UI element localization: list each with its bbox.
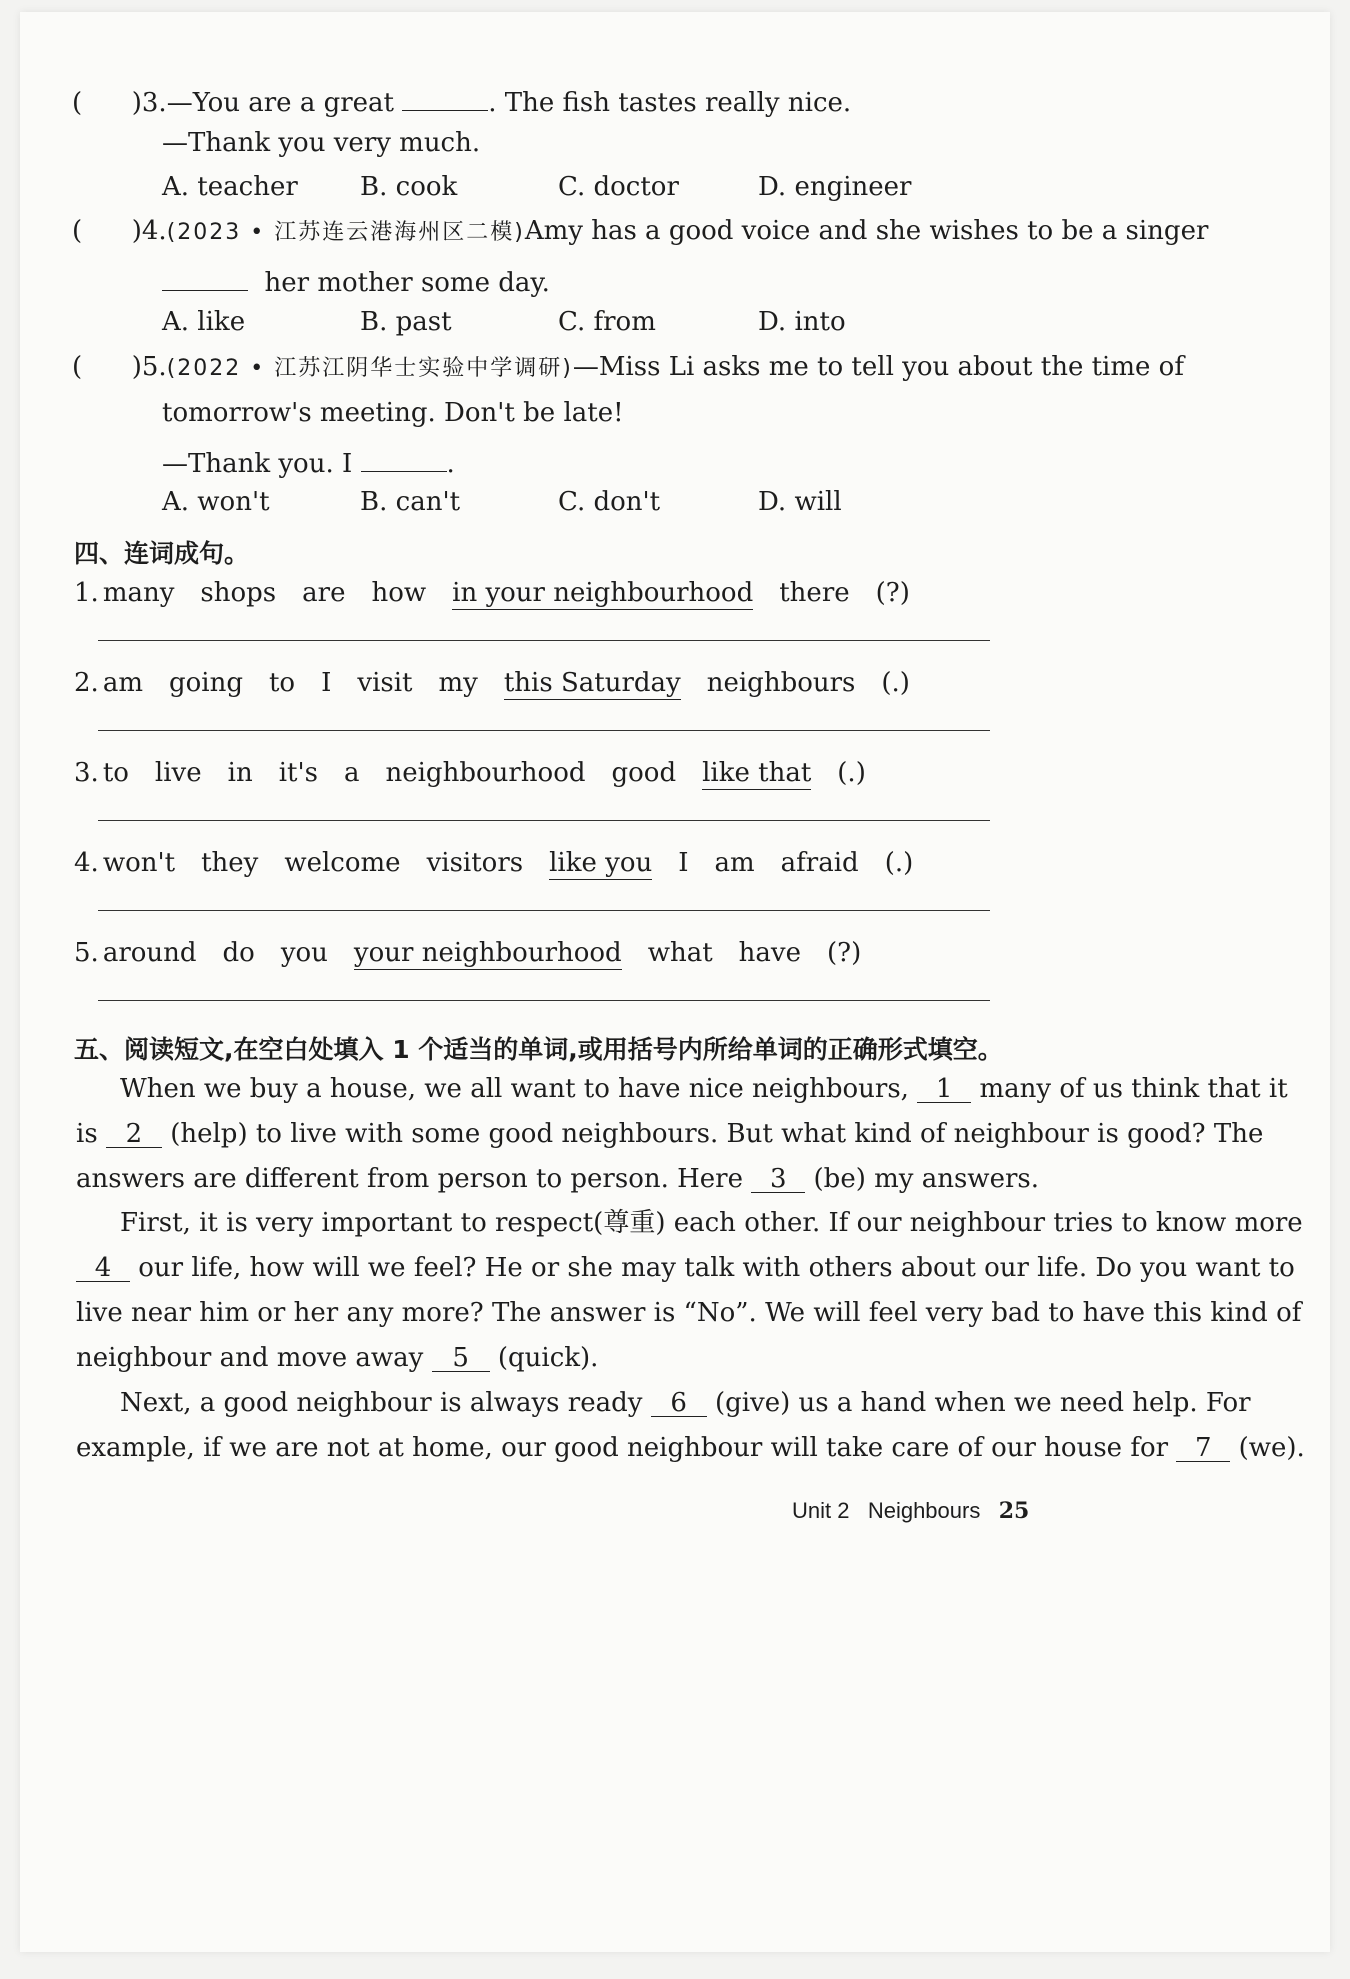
question-number: )3. (131, 88, 167, 118)
unit-label: Unit 2 (792, 1498, 850, 1523)
blank-7[interactable]: 7 (1176, 1435, 1230, 1462)
sentence-item (74, 760, 892, 786)
blank-2[interactable]: 2 (106, 1121, 162, 1148)
question-number: )4. (131, 216, 167, 246)
option-b[interactable]: B. cook (360, 172, 458, 202)
question-text: —Miss Li asks me to tell you about the time of (572, 352, 1184, 382)
option-b[interactable]: B. can't (360, 487, 461, 517)
fill-blank[interactable] (361, 445, 447, 472)
word-chip: my (438, 668, 478, 698)
answer-paren[interactable]: ( (72, 352, 132, 382)
question-text: tomorrow's meeting. Don't be late! (162, 398, 624, 428)
blank-3[interactable]: 3 (751, 1166, 805, 1193)
question-source: (2022 • 江苏江阴华士实验中学调研) (166, 356, 573, 381)
word-chip: (?) (827, 938, 862, 968)
item-number: 4. (74, 848, 99, 878)
answer-line[interactable] (98, 820, 990, 821)
question-4-line2 (162, 264, 550, 296)
word-chip: I (678, 848, 689, 878)
word-chip: what (647, 938, 713, 968)
passage-text: example, if we are not at home, our good neighbour will take care of our house for (76, 1433, 1169, 1463)
word-chip: am (102, 668, 143, 698)
passage-text: When we buy a house, we all want to have nice neighbours, (120, 1074, 909, 1104)
section-5-heading: 五、阅读短文,在空白处填入 1 个适当的单词,或用括号内所给单词的正确形式填空。 (74, 1035, 1003, 1064)
underlined-phrase: like that (702, 758, 812, 788)
passage-p1-line3 (76, 1166, 1039, 1193)
passage-text: (give) us a hand when we need help. For (714, 1388, 1251, 1418)
fill-blank[interactable] (162, 264, 248, 291)
option-a[interactable]: A. teacher (162, 172, 298, 202)
word-chip: are (302, 578, 346, 608)
underlined-phrase: your neighbourhood (353, 938, 622, 968)
blank-6[interactable]: 6 (651, 1390, 707, 1417)
question-text: Amy has a good voice and she wishes to be a singer (524, 216, 1209, 246)
option-b[interactable]: B. past (360, 307, 452, 337)
underlined-phrase: like you (549, 848, 653, 878)
word-chip: neighbours (706, 668, 856, 698)
workbook-page (20, 12, 1330, 1952)
option-a[interactable]: A. like (162, 307, 246, 337)
passage-text: (quick). (497, 1343, 599, 1373)
word-chip: how (371, 578, 427, 608)
word-chip: shops (200, 578, 277, 608)
word-chip: afraid (780, 848, 859, 878)
word-chip: won't (102, 848, 176, 878)
answer-paren[interactable]: ( (72, 88, 132, 118)
passage-p2-line2 (76, 1255, 1295, 1282)
item-number: 2. (74, 668, 99, 698)
question-text: —Thank you. I (162, 449, 353, 479)
passage-text: answers are different from person to person. Here (76, 1164, 743, 1194)
word-chip: I (321, 668, 332, 698)
item-number: 5. (74, 938, 99, 968)
passage-p1-line1 (120, 1076, 1288, 1103)
answer-line[interactable] (98, 1000, 990, 1001)
question-text: . The fish tastes really nice. (488, 88, 852, 118)
answer-line[interactable] (98, 910, 990, 911)
word-chip: have (738, 938, 801, 968)
word-chip: visit (357, 668, 413, 698)
word-chip: (.) (837, 758, 866, 788)
blank-5[interactable]: 5 (432, 1345, 490, 1372)
sentence-item (74, 940, 887, 966)
word-chip: am (714, 848, 755, 878)
question-3 (72, 84, 851, 116)
answer-line[interactable] (98, 640, 990, 641)
word-chip: they (201, 848, 259, 878)
page-footer (792, 1498, 1029, 1524)
question-text: her mother some day. (264, 268, 550, 298)
word-chip: going (168, 668, 243, 698)
question-text: —Thank you very much. (162, 128, 481, 158)
item-number: 1. (74, 578, 99, 608)
word-chip: around (102, 938, 197, 968)
passage-text: (be) my answers. (813, 1164, 1039, 1194)
word-chip: do (222, 938, 255, 968)
word-chip: there (779, 578, 850, 608)
answer-line[interactable] (98, 730, 990, 731)
question-text: —You are a great (166, 88, 395, 118)
word-chip: (.) (881, 668, 910, 698)
question-4 (72, 218, 1208, 244)
passage-text: (we). (1238, 1433, 1305, 1463)
word-chip: good (611, 758, 677, 788)
passage-text: (help) to live with some good neighbours. But what kind of neighbour is good? The (170, 1119, 1264, 1149)
passage-p3-line2 (76, 1435, 1305, 1462)
word-chip: in (227, 758, 253, 788)
passage-text: neighbour and move away (76, 1343, 424, 1373)
word-chip: (.) (884, 848, 914, 878)
blank-1[interactable]: 1 (917, 1076, 971, 1103)
passage-text: First, it is very important to respect(尊重) each other. If our neighbour tries to know more (120, 1208, 1303, 1238)
option-d[interactable]: D. will (758, 487, 842, 517)
option-a[interactable]: A. won't (162, 487, 270, 517)
option-c[interactable]: C. don't (558, 487, 661, 517)
page-number: 25 (998, 1498, 1030, 1524)
underlined-phrase: this Saturday (503, 668, 681, 698)
passage-text: Next, a good neighbour is always ready (120, 1388, 643, 1418)
answer-paren[interactable]: ( (72, 216, 132, 246)
passage-p1-line2 (76, 1121, 1263, 1148)
passage-p3-line1 (120, 1390, 1251, 1417)
question-5 (72, 354, 1184, 380)
word-chip: to (102, 758, 129, 788)
option-c[interactable]: C. doctor (558, 172, 679, 202)
section-4-heading: 四、连词成句。 (74, 539, 250, 568)
fill-blank[interactable] (402, 84, 488, 111)
question-5-line3 (162, 445, 455, 477)
option-d[interactable]: D. into (758, 307, 846, 337)
item-number: 3. (74, 758, 99, 788)
passage-text: our life, how will we feel? He or she may talk with others about our life. Do you want to (138, 1253, 1295, 1283)
passage-text: many of us think that it (979, 1074, 1288, 1104)
word-chip: it's (278, 758, 318, 788)
word-chip: visitors (426, 848, 524, 878)
word-chip: welcome (284, 848, 401, 878)
underlined-phrase: in your neighbourhood (452, 578, 754, 608)
blank-4[interactable]: 4 (76, 1255, 130, 1282)
option-c[interactable]: C. from (558, 307, 656, 337)
word-chip: many (102, 578, 175, 608)
question-number: )5. (131, 352, 167, 382)
unit-title: Neighbours (867, 1498, 981, 1523)
word-chip: to (268, 668, 296, 698)
word-chip: a (343, 758, 360, 788)
option-d[interactable]: D. engineer (758, 172, 912, 202)
question-source: (2023 • 江苏连云港海州区二模) (166, 220, 525, 245)
sentence-item (74, 580, 936, 606)
passage-p2-line4 (76, 1345, 598, 1372)
word-chip: neighbourhood (385, 758, 586, 788)
word-chip: you (280, 938, 328, 968)
question-text: . (446, 449, 455, 479)
passage-text: is (76, 1119, 98, 1149)
sentence-item (74, 670, 936, 696)
passage-text: live near him or her any more? The answer is “No”. We will feel very bad to have this kind of (76, 1298, 1302, 1328)
word-chip: live (154, 758, 202, 788)
sentence-item (74, 850, 939, 876)
word-chip: (?) (875, 578, 910, 608)
